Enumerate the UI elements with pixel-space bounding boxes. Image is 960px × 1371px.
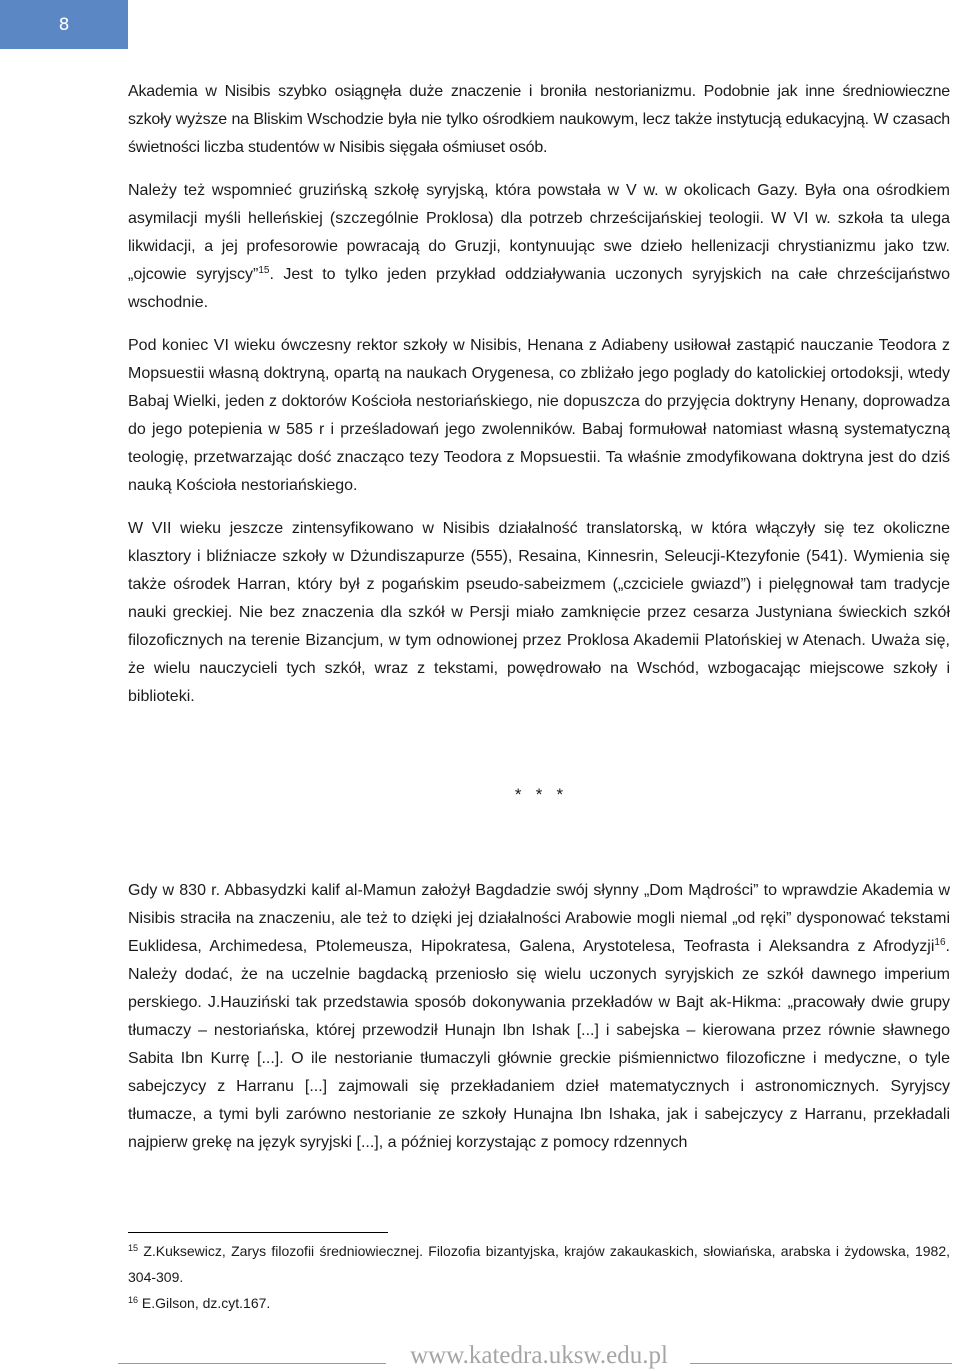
paragraph-2	[128, 177, 950, 317]
paragraph-1: Akademia w Nisibis szybko osiągnęła duże znaczenie i broniła nestorianizmu. Podobnie jak inne średniowieczne szkoły wyższe na Bliskim Wschodzie była nie tylko ośrodkiem naukowym, lecz także instytucją edukacyjną. W czasach świetności liczba studentów w Nisibis sięgała ośmiuset osób.	[128, 83, 950, 156]
footnote-ref-15[interactable]: 15	[258, 265, 270, 276]
footnote-number: 15	[128, 1243, 139, 1253]
paragraph-2-text-a: Należy też wspomnieć gruzińską szkołę syryjską, która powstała w V w. w okolicach Gazy. Była ona ośrodkiem asymilacji myśli helleńskiej (szczególnie Proklosa) dla potrzeb chrześcijańskiej teologii. W VI w. szkoła ta ulega likwidacji, a jej profesorowie powracają do Gruzji, kontynuując swe dzieło hellenizacji chrystianizmu jako tzw. „ojcowie syryjscy”	[128, 182, 950, 283]
footnote-text: E.Gilson, dz.cyt.167.	[138, 1295, 271, 1311]
footnote-15	[128, 1238, 950, 1290]
footnote-16	[128, 1290, 950, 1316]
footer-rule-left	[118, 1363, 386, 1364]
section-separator: * * *	[514, 785, 564, 804]
document-body	[128, 78, 950, 1157]
page-number-badge	[0, 0, 128, 49]
paragraph-5-text-b: . Należy dodać, że na uczelnie bagdacką przeniosło się wielu uczonych syryjskich ze szkół dawnego imperium perskiego. J.Hauziński tak przedstawia sposób dokonywania przekładów w Bajt ak-Hikma: „pracowały dwie grupy tłumaczy – nestoriańska, której przewodził Hunajn Ibn Ishak [...] i sabejska – kierowana przez równie sławnego Sabita Ibn Kurrę [...]. O ile nestorianie tłumaczyli głównie greckie piśmiennictwo filozoficzne i medyczne, o tyle sabejczycy z Harranu [...] zajmowali się przekładaniem dzieł matematycznych i astronomicznych. Syryjscy tłumacze, a tymi byli zarówno nestorianie ze szkoły Hunajna Ibn Ishaka, jak i sabejczycy z Harranu, przekładali najpierw grekę na język syryjski [...], a później korzystając z pomocy rdzennych	[128, 938, 950, 1151]
footnote-separator	[128, 1232, 388, 1233]
paragraph-3: Pod koniec VI wieku ówczesny rektor szkoły w Nisibis, Henana z Adiabeny usiłował zastąpić nauczanie Teodora z Mopsuestii własną doktryną, opartą na naukach Orygenesa, co zbliżało jego poglady do katolickiej ortodoksji, wtedy Babaj Wielki, jeden z doktorów Kościoła nestoriańskiego, nie dopuszcza do przyjęcia doktryny Henany, doprowadza do jego potepienia w 585 r i prześladowań jego zwolenników. Babaj formułował natomiast własną systematyczną teologię, przetwarzając dość znacząco tezy Teodora z Mopsuestii. Ta właśnie zmodyfikowana doktryna jest do dziś nauką Kościoła nestoriańskiego.	[128, 337, 950, 494]
footnote-text: Z.Kuksewicz, Zarys filozofii średniowiecznej. Filozofia bizantyjska, krajów zakaukaskich, słowiańska, arabska i żydowska, 1982, 304-309.	[128, 1243, 950, 1285]
footnotes	[128, 1238, 950, 1316]
footer-rule-right	[690, 1363, 952, 1364]
footnote-ref-16[interactable]: 16	[934, 937, 946, 948]
footer-url[interactable]: www.katedra.uksw.edu.pl	[410, 1342, 668, 1369]
page-number: 8	[58, 14, 70, 35]
paragraph-5	[128, 877, 950, 1157]
paragraph-5-text-a: Gdy w 830 r. Abbasydzki kalif al-Mamun założył Bagdadzie swój słynny „Dom Mądrości” to wprawdzie Akademia w Nisibis straciła na znaczeniu, ale też to dzięki jej działalności Arabowie mogli niemal „od ręki” dysponować tekstami Euklidesa, Archimedesa, Ptolemeusza, Hipokratesa, Galena, Arystotelesa, Teofrasta i Aleksandra z Afrodyzji	[128, 882, 950, 955]
paragraph-2-text-b: . Jest to tylko jeden przykład oddziaływania uczonych syryjskich na całe chrześcijaństwo wschodnie.	[128, 266, 951, 311]
footnote-number: 16	[128, 1295, 139, 1305]
paragraph-4: W VII wieku jeszcze zintensyfikowano w Nisibis działalność translatorską, w która włączyły się tez okoliczne klasztory i bliźniacze szkoły w Dżundiszapurze (555), Resaina, Kinnesrin, Seleucji-Ktezyfonie (541). Wymienia się także ośrodek Harran, który był z pogańskim pseudo-sabeizmem („czciciele gwiazd”) i pielęgnował tam tradycje nauki greckiej. Nie bez znaczenia dla szkół w Persji miało zamknięcie przez cesarza Justyniana świeckich szkół filozoficznych na terenie Bizancjum, w tym odnowionej przez Proklosa Akademii Platońskiej w Atenach. Uważa się, że wielu nauczycieli tych szkół, wraz z tekstami, powędrowało na Wschód, wzbogacając miejscowe szkoły i biblioteki.	[128, 520, 950, 705]
